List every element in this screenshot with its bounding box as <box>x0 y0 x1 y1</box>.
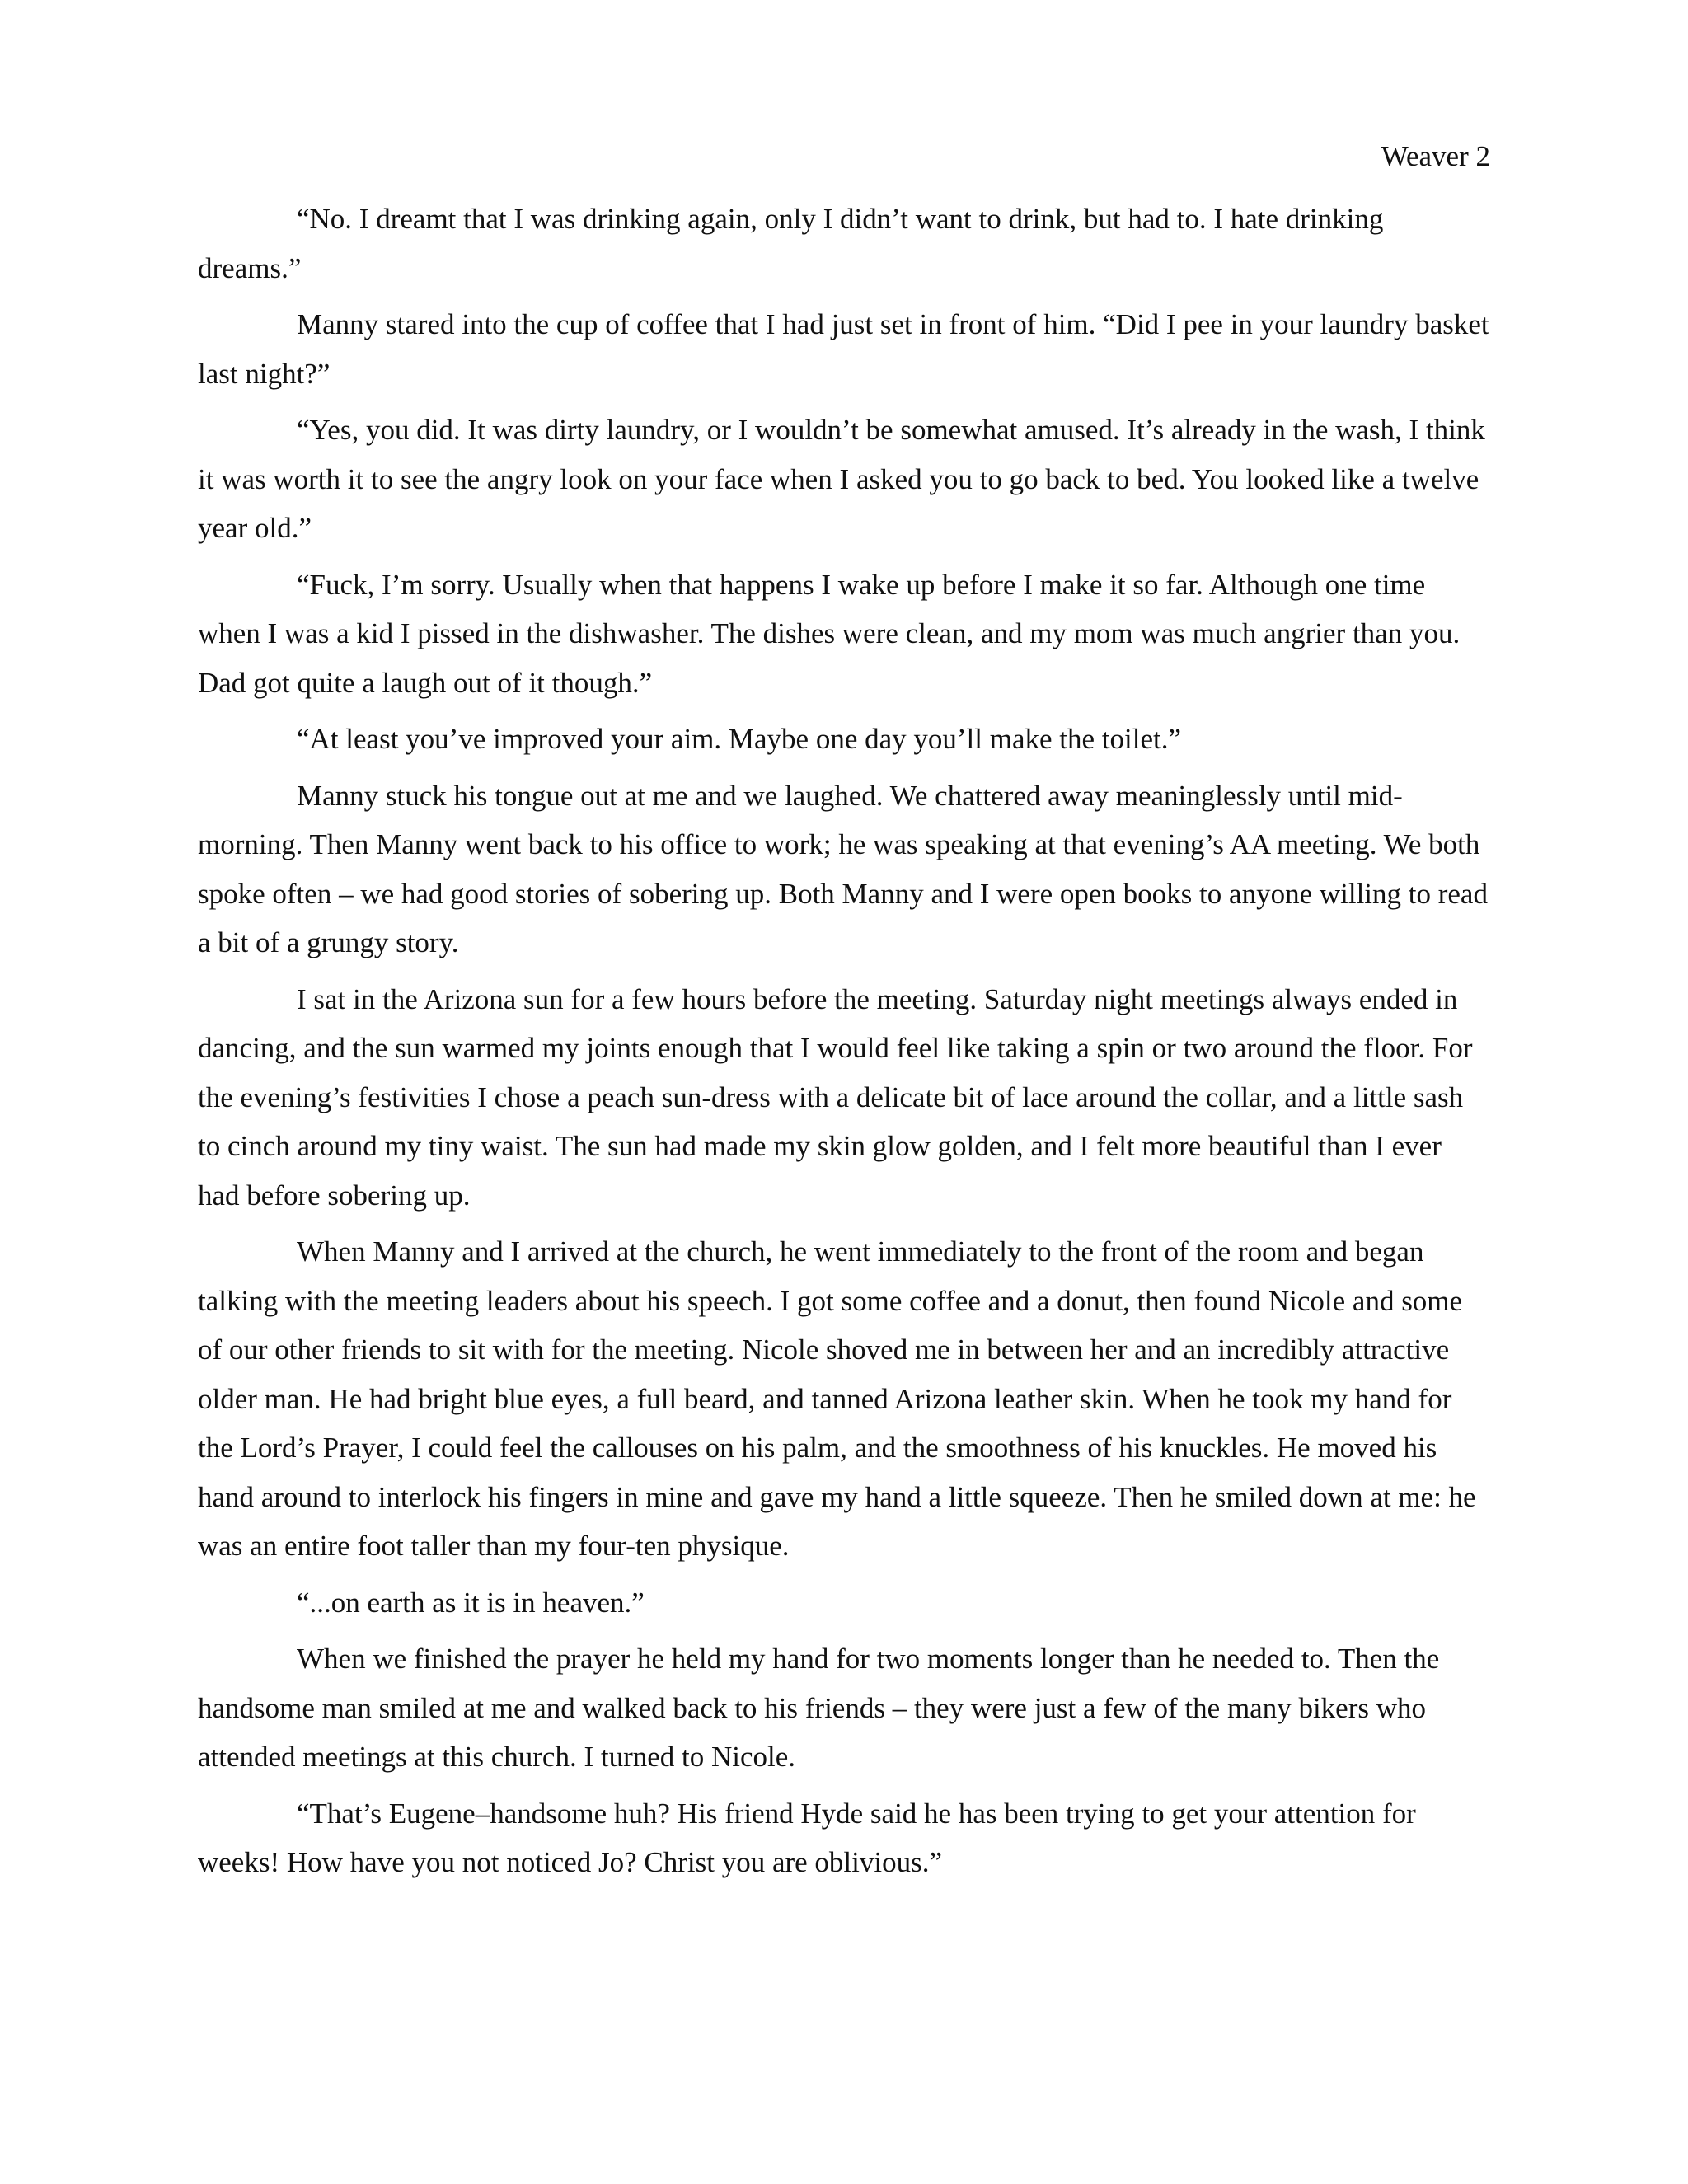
paragraph: “...on earth as it is in heaven.” <box>297 1586 645 1619</box>
paragraph: Manny stuck his tongue out at me and we laughed. We chattered away meaninglessly until mid-morning. Then Manny went back to his office to work; he was speaking at that evening’s AA meeting. We both spoke often – we had good stories of sobering up. Both Manny and I were open books to anyone willing to read a bit of a grungy story. <box>198 779 1488 958</box>
paragraph: “Yes, you did. It was dirty laundry, or I wouldn’t be somewhat amused. It’s already in the wash, I think it was worth it to see the angry look on your face when I asked you to go back to bed. You looked like a twelve year old.” <box>198 414 1485 544</box>
paragraph: When we finished the prayer he held my hand for two moments longer than he needed to. Then the handsome man smiled at me and walked back to his friends – they were just a few of the many bikers who attended meetings at this church. I turned to Nicole. <box>198 1643 1440 1773</box>
paragraph: When Manny and I arrived at the church, he went immediately to the front of the room and began talking with the meeting leaders about his speech. I got some coffee and a donut, then found Nicole and some of our other friends to sit with for the meeting. Nicole shoved me in between her and an incredibly attractive older man. He had bright blue eyes, a full beard, and tanned Arizona leather skin. When he took my hand for the Lord’s Prayer, I could feel the callouses on his palm, and the smoothness of his knuckles. He moved his hand around to interlock his fingers in mine and gave my hand a little squeeze. Then he smiled down at me: he was an entire foot taller than my four-ten physique. <box>198 1235 1476 1562</box>
paragraph: “Fuck, I’m sorry. Usually when that happens I wake up before I make it so far. Although one time when I was a kid I pissed in the dishwasher. The dishes were clean, and my mom was much angrier than you. Dad got quite a laugh out of it though.” <box>198 568 1461 699</box>
paragraph: “That’s Eugene–handsome huh? His friend Hyde said he has been trying to get your attention for weeks! How have you not noticed Jo? Christ you are oblivious.” <box>198 1797 1416 1878</box>
manuscript-body <box>198 194 1490 1895</box>
paragraph: I sat in the Arizona sun for a few hours before the meeting. Saturday night meetings always ended in dancing, and the sun warmed my joints enough that I would feel like taking a spin or two around the floor. For the evening’s festivities I chose a peach sun-dress with a delicate bit of lace around the collar, and a little sash to cinch around my tiny waist. The sun had made my skin glow golden, and I felt more beautiful than I ever had before sobering up. <box>198 982 1473 1212</box>
page-header: Weaver 2 <box>1381 140 1490 172</box>
paragraph: Manny stared into the cup of coffee that I had just set in front of him. “Did I pee in your laundry basket last night?” <box>198 308 1489 390</box>
paragraph: “No. I dreamt that I was drinking again, only I didn’t want to drink, but had to. I hate drinking dreams.” <box>198 203 1384 284</box>
paragraph: “At least you’ve improved your aim. Maybe one day you’ll make the toilet.” <box>297 723 1182 755</box>
